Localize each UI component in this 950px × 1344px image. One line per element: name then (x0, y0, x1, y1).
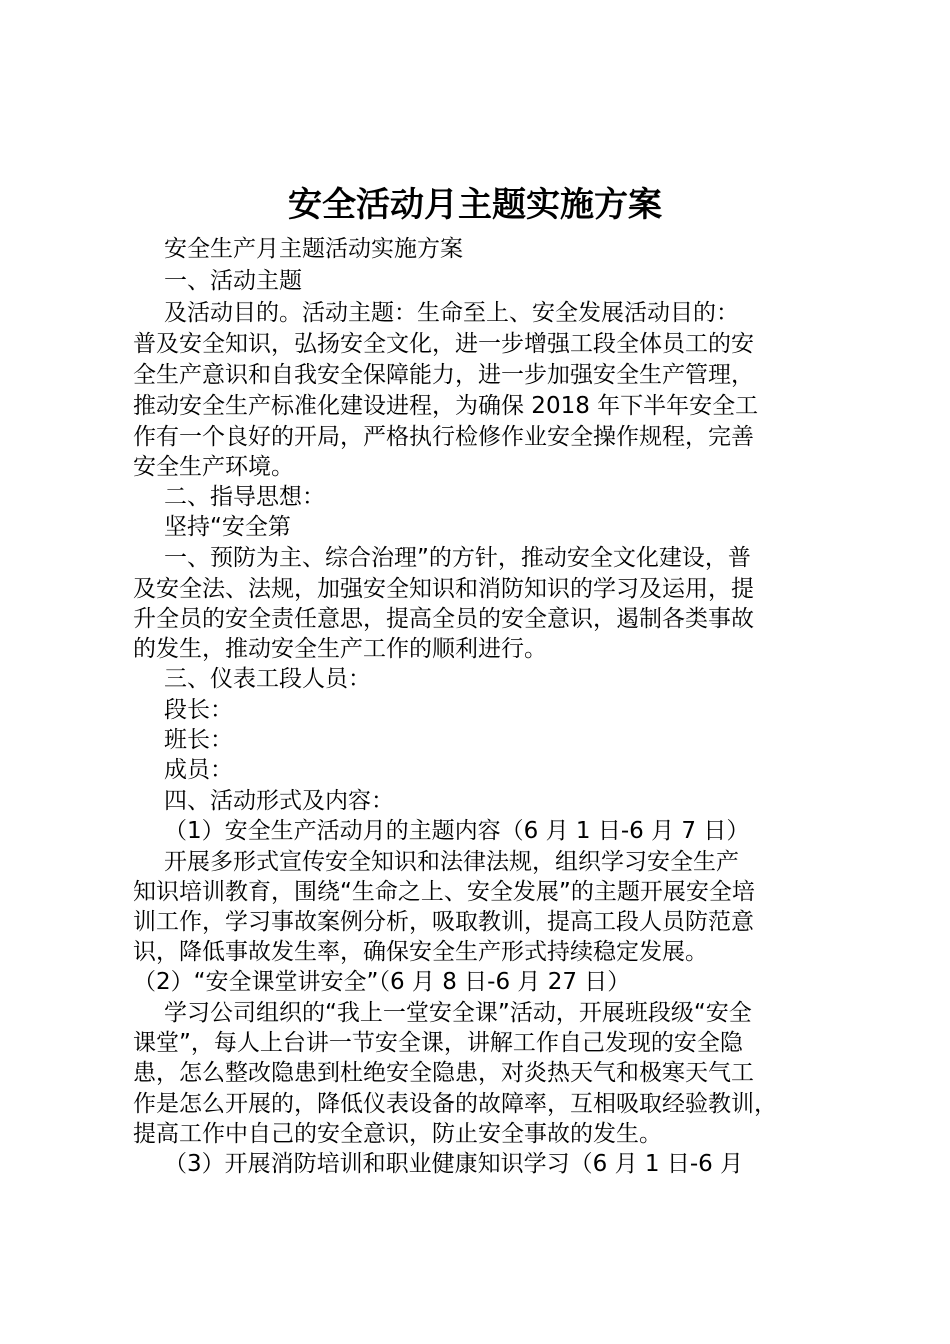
paragraph-line: 及活动目的。活动主题：生命至上、安全发展活动目的： (164, 300, 739, 326)
subsection-heading: （1）安全生产活动月的主题内容（6 月 1 日-6 月 7 日） (164, 818, 750, 844)
paragraph-line: 升全员的安全责任意思，提高全员的安全意识，遏制各类事故 (133, 606, 754, 632)
document-title: 安全活动月主题实施方案 (288, 185, 662, 225)
section-heading: 三、仪表工段人员： (164, 666, 371, 692)
paragraph-line: 学习公司组织的“我上一堂安全课”活动，开展班段级“安全 (164, 1000, 752, 1026)
paragraph-line: 患，怎么整改隐患到杜绝安全隐患，对炎热天气和极寒天气工 (133, 1060, 754, 1086)
paragraph-line: 及安全法、法规，加强安全知识和消防知识的学习及运用，提 (133, 576, 754, 602)
subtitle: 安全生产月主题活动实施方案 (164, 236, 463, 262)
section-heading: 二、指导思想： (164, 484, 325, 510)
section-heading: 一、活动主题 (164, 268, 302, 294)
roster-line: 段长： (164, 697, 233, 723)
paragraph-line: 课堂”，每人上台讲一节安全课，讲解工作自己发现的安全隐 (133, 1030, 743, 1056)
paragraph-line: 训工作，学习事故案例分析，吸取教训，提高工段人员防范意 (133, 909, 754, 935)
paragraph-line: 坚持“安全第 (164, 514, 291, 540)
paragraph-line: 作有一个良好的开局，严格执行检修作业安全操作规程，完善 (133, 424, 754, 450)
paragraph-line: 一、预防为主、综合治理”的方针，推动安全文化建设，普 (164, 545, 751, 571)
paragraph-line: 推动安全生产标准化建设进程，为确保 2018 年下半年安全工 (133, 393, 759, 419)
roster-line: 成员： (164, 757, 233, 783)
paragraph-line: 的发生，推动安全生产工作的顺利进行。 (133, 636, 547, 662)
section-heading: 四、活动形式及内容： (164, 788, 394, 814)
paragraph-line: 提高工作中自己的安全意识，防止安全事故的发生。 (133, 1121, 662, 1147)
roster-line: 班长： (164, 727, 233, 753)
paragraph-line: 作是怎么开展的，降低仪表设备的故障率，互相吸取经验教训， (133, 1091, 777, 1117)
subsection-heading: （2）“安全课堂讲安全”（6 月 8 日-6 月 27 日） (133, 969, 631, 995)
paragraph-line: 普及安全知识，弘扬安全文化，进一步增强工段全体员工的安 (133, 331, 754, 357)
paragraph-line: 知识培训教育，围绕“生命之上、安全发展”的主题开展安全培 (133, 879, 755, 905)
subsection-heading: （3）开展消防培训和职业健康知识学习（6 月 1 日-6 月 (164, 1151, 744, 1177)
paragraph-line: 安全生产环境。 (133, 454, 294, 480)
paragraph-line: 全生产意识和自我安全保障能力，进一步加强安全生产管理， (133, 362, 754, 388)
paragraph-line: 识，降低事故发生率，确保安全生产形式持续稳定发展。 (133, 939, 708, 965)
paragraph-line: 开展多形式宣传安全知识和法律法规，组织学习安全生产 (164, 849, 739, 875)
